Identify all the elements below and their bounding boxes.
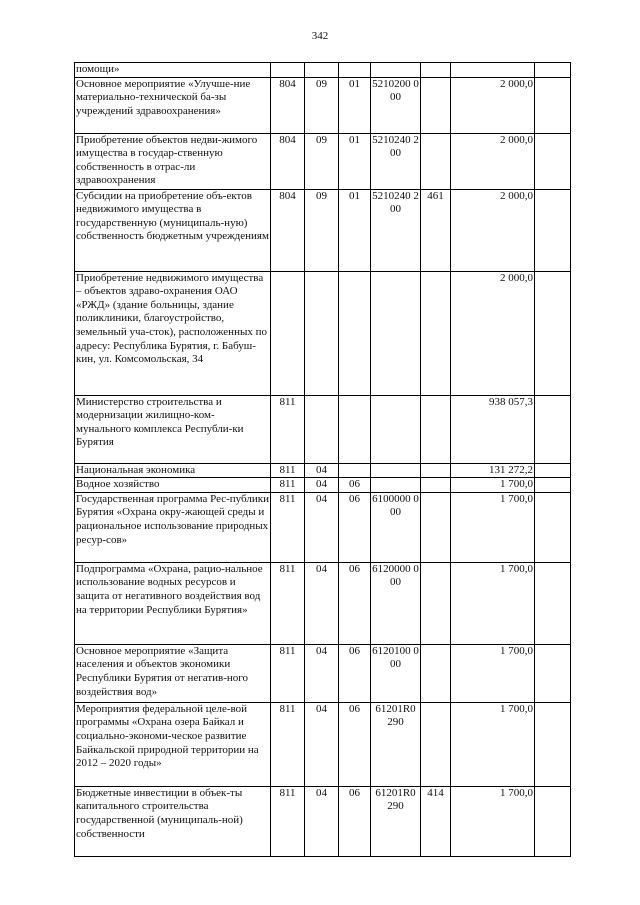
cell-target-article bbox=[371, 395, 421, 463]
cell-section-code: 04 bbox=[305, 492, 339, 562]
cell-target-article bbox=[371, 63, 421, 78]
cell-amount: 1 700,0 bbox=[451, 702, 535, 786]
cell-empty bbox=[535, 133, 571, 189]
cell-ministry-code: 811 bbox=[271, 463, 305, 478]
cell-ministry-code bbox=[271, 271, 305, 395]
cell-ministry-code: 811 bbox=[271, 395, 305, 463]
cell-name: Государственная программа Рес-публики Бурятия «Охрана окру-жающей среды и рациональное использование природных ресур-сов» bbox=[75, 492, 271, 562]
cell-amount bbox=[451, 63, 535, 78]
cell-section-code: 04 bbox=[305, 786, 339, 856]
cell-subsection-code: 06 bbox=[339, 786, 371, 856]
cell-section-code: 04 bbox=[305, 478, 339, 493]
cell-ministry-code: 811 bbox=[271, 562, 305, 644]
cell-subsection-code bbox=[339, 463, 371, 478]
cell-empty bbox=[535, 492, 571, 562]
table-row bbox=[75, 492, 571, 562]
cell-expense-type bbox=[421, 133, 451, 189]
cell-expense-type: 461 bbox=[421, 189, 451, 271]
cell-empty bbox=[535, 395, 571, 463]
cell-section-code bbox=[305, 63, 339, 78]
cell-empty bbox=[535, 463, 571, 478]
cell-target-article: 6120100 000 bbox=[371, 644, 421, 702]
cell-subsection-code: 06 bbox=[339, 478, 371, 493]
cell-amount: 2 000,0 bbox=[451, 189, 535, 271]
cell-expense-type: 414 bbox=[421, 786, 451, 856]
cell-section-code bbox=[305, 271, 339, 395]
cell-name: Основное мероприятие «Улучше-ние материально-технической ба-зы учреждений здравоохранения» bbox=[75, 77, 271, 133]
cell-ministry-code: 811 bbox=[271, 702, 305, 786]
cell-section-code: 04 bbox=[305, 562, 339, 644]
cell-target-article: 61201R0 290 bbox=[371, 786, 421, 856]
cell-expense-type bbox=[421, 77, 451, 133]
table-row bbox=[75, 63, 571, 78]
cell-expense-type bbox=[421, 63, 451, 78]
cell-empty bbox=[535, 189, 571, 271]
cell-subsection-code bbox=[339, 271, 371, 395]
cell-expense-type bbox=[421, 492, 451, 562]
cell-section-code: 04 bbox=[305, 644, 339, 702]
cell-empty bbox=[535, 644, 571, 702]
table-row bbox=[75, 77, 571, 133]
cell-empty bbox=[535, 786, 571, 856]
cell-section-code: 09 bbox=[305, 189, 339, 271]
cell-name: Бюджетные инвестиции в объек-ты капитального строительства государственной (муниципаль-ной) собственности bbox=[75, 786, 271, 856]
cell-amount: 131 272,2 bbox=[451, 463, 535, 478]
cell-subsection-code: 01 bbox=[339, 189, 371, 271]
table-row bbox=[75, 702, 571, 786]
cell-expense-type bbox=[421, 463, 451, 478]
cell-ministry-code: 811 bbox=[271, 644, 305, 702]
cell-ministry-code: 811 bbox=[271, 492, 305, 562]
cell-ministry-code: 804 bbox=[271, 133, 305, 189]
cell-amount: 1 700,0 bbox=[451, 492, 535, 562]
cell-amount: 2 000,0 bbox=[451, 133, 535, 189]
cell-expense-type bbox=[421, 644, 451, 702]
page-number: 342 bbox=[311, 30, 329, 42]
cell-name: Мероприятия федеральной целе-вой программы «Охрана озера Байкал и социально-экономи-ческое развитие Байкальской природной территории на 2012 – 2020 годы» bbox=[75, 702, 271, 786]
cell-expense-type bbox=[421, 702, 451, 786]
cell-empty bbox=[535, 478, 571, 493]
cell-amount: 2 000,0 bbox=[451, 271, 535, 395]
cell-target-article: 5210240 200 bbox=[371, 133, 421, 189]
cell-subsection-code: 01 bbox=[339, 77, 371, 133]
cell-subsection-code: 06 bbox=[339, 562, 371, 644]
cell-subsection-code: 06 bbox=[339, 644, 371, 702]
cell-ministry-code: 811 bbox=[271, 478, 305, 493]
cell-expense-type bbox=[421, 395, 451, 463]
table-row bbox=[75, 786, 571, 856]
cell-subsection-code: 06 bbox=[339, 702, 371, 786]
cell-empty bbox=[535, 271, 571, 395]
table-row bbox=[75, 463, 571, 478]
cell-ministry-code: 804 bbox=[271, 77, 305, 133]
cell-amount: 2 000,0 bbox=[451, 77, 535, 133]
cell-amount: 1 700,0 bbox=[451, 562, 535, 644]
cell-section-code: 04 bbox=[305, 702, 339, 786]
cell-target-article: 6120000 000 bbox=[371, 562, 421, 644]
cell-ministry-code: 811 bbox=[271, 786, 305, 856]
cell-expense-type bbox=[421, 478, 451, 493]
cell-target-article bbox=[371, 478, 421, 493]
table-row bbox=[75, 133, 571, 189]
cell-name: Субсидии на приобретение объ-ектов недвижимого имущества в государственную (муниципаль-ную) собственность бюджетным учреждениям bbox=[75, 189, 271, 271]
budget-table bbox=[74, 62, 571, 857]
cell-name: Подпрограмма «Охрана, рацио-нальное использование водных ресурсов и защита от негативного воздействия вод на территории Республики Бурятия» bbox=[75, 562, 271, 644]
cell-name: Министерство строительства и модернизации жилищно-ком-мунального комплекса Республи-ки Бурятия bbox=[75, 395, 271, 463]
cell-name: Приобретение недвижимого имущества – объектов здраво-охранения ОАО «РЖД» (здание больницы, здание поликлиники, благоустройство, земельный уча-сток), расположенных по адресу: Республика Бурятия, г. Бабуш-кин, ул. Комсомольская, 34 bbox=[75, 271, 271, 395]
cell-amount: 1 700,0 bbox=[451, 786, 535, 856]
cell-target-article bbox=[371, 463, 421, 478]
cell-ministry-code: 804 bbox=[271, 189, 305, 271]
cell-section-code: 09 bbox=[305, 77, 339, 133]
table-row bbox=[75, 478, 571, 493]
cell-target-article: 5210200 000 bbox=[371, 77, 421, 133]
cell-target-article: 5210240 200 bbox=[371, 189, 421, 271]
cell-name: Приобретение объектов недви-жимого имущества в государ-ственную собственность в отрас-ли здравоохранения bbox=[75, 133, 271, 189]
cell-amount: 938 057,3 bbox=[451, 395, 535, 463]
table-row bbox=[75, 562, 571, 644]
cell-name: Водное хозяйство bbox=[75, 478, 271, 493]
cell-subsection-code bbox=[339, 395, 371, 463]
cell-empty bbox=[535, 562, 571, 644]
cell-ministry-code bbox=[271, 63, 305, 78]
table-row bbox=[75, 395, 571, 463]
cell-name: помощи» bbox=[75, 63, 271, 78]
table-body bbox=[75, 63, 571, 857]
cell-amount: 1 700,0 bbox=[451, 478, 535, 493]
cell-name: Основное мероприятие «Защита населения и объектов экономики Республики Бурятия от негатив-ного воздействия вод» bbox=[75, 644, 271, 702]
table-row bbox=[75, 644, 571, 702]
cell-expense-type bbox=[421, 271, 451, 395]
cell-section-code: 04 bbox=[305, 463, 339, 478]
cell-empty bbox=[535, 702, 571, 786]
cell-subsection-code: 06 bbox=[339, 492, 371, 562]
cell-expense-type bbox=[421, 562, 451, 644]
cell-empty bbox=[535, 77, 571, 133]
cell-target-article: 61201R0 290 bbox=[371, 702, 421, 786]
cell-section-code: 09 bbox=[305, 133, 339, 189]
cell-amount: 1 700,0 bbox=[451, 644, 535, 702]
cell-subsection-code: 01 bbox=[339, 133, 371, 189]
cell-empty bbox=[535, 63, 571, 78]
cell-target-article: 6100000 000 bbox=[371, 492, 421, 562]
cell-subsection-code bbox=[339, 63, 371, 78]
cell-target-article bbox=[371, 271, 421, 395]
cell-section-code bbox=[305, 395, 339, 463]
table-row bbox=[75, 189, 571, 271]
cell-name: Национальная экономика bbox=[75, 463, 271, 478]
table-row bbox=[75, 271, 571, 395]
